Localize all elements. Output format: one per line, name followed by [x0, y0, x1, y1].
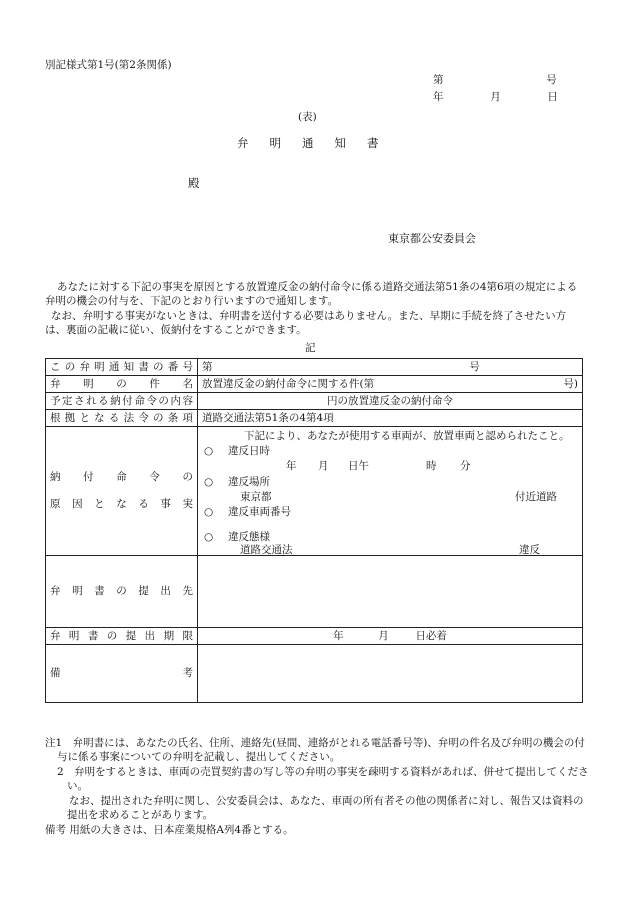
mode-prefix: 道路交通法 — [240, 544, 293, 556]
place-prefix: 東京都 — [240, 491, 272, 503]
bullet-icon: ○ — [204, 531, 214, 543]
bullet-icon: ○ — [204, 445, 214, 457]
intro-text — [45, 280, 585, 338]
order-content-value: 円の放置違反金の納付命令 — [198, 393, 583, 410]
legal-basis-value: 道路交通法第51条の4第4項 — [198, 410, 583, 427]
case-name-value — [198, 376, 583, 393]
place-label: 違反場所 — [228, 476, 270, 488]
date-year: 年 — [433, 91, 444, 103]
facts-label — [46, 427, 198, 556]
notice-number-value — [198, 359, 583, 376]
datetime-month: 月 — [318, 460, 329, 472]
table-row-legal-basis — [46, 410, 583, 427]
deadline-year: 年 — [333, 629, 344, 642]
document-number — [433, 73, 557, 87]
side-label: (表) — [298, 111, 317, 123]
submission-destination-value — [198, 556, 583, 628]
bullet-icon: ○ — [204, 476, 214, 488]
remarks-label-right: 考 — [182, 667, 193, 680]
mode-label: 違反態様 — [228, 531, 270, 543]
datetime-hour: 時 — [426, 460, 437, 472]
issuer: 東京都公安委員会 — [388, 232, 476, 245]
table-row-remarks — [46, 645, 583, 703]
datetime-year: 年 — [286, 460, 297, 472]
facts-label-line-2: 原因となる事実 — [50, 498, 193, 510]
mode-suffix: 違反 — [519, 544, 540, 556]
vehicle-label: 違反車両番号 — [228, 506, 291, 518]
facts-intro: 下記により、あなたが使用する車両が、放置車両と認められたこと。 — [244, 430, 570, 442]
note-2: 2 弁明をするときは、車両の売買契約書の写し等の弁明の事実を疎明する資料があれば、併せて提出してください。 — [57, 765, 589, 793]
case-name-suffix: 号) — [563, 377, 578, 390]
notice-table — [45, 358, 583, 703]
number-suffix: 号 — [546, 74, 557, 86]
remark: 備考 用紙の大きさは、日本産業規格A列4番とする。 — [45, 823, 294, 836]
remarks-value — [198, 645, 583, 703]
datetime-minute: 分 — [460, 460, 471, 472]
row-label: 弁明の件名 — [46, 376, 198, 393]
row-label: 根拠となる法令の条項 — [46, 410, 198, 427]
datetime-label: 違反日時 — [228, 445, 270, 457]
number-prefix: 第 — [433, 74, 444, 86]
case-name-text: 放置違反金の納付命令に関する件(第 — [202, 377, 375, 390]
page-title: 弁明通知書 — [237, 136, 400, 150]
form-reference: 別記様式第1号(第2条関係) — [45, 59, 172, 71]
table-row-case-name — [46, 376, 583, 393]
remarks-label — [46, 645, 198, 703]
note-1: 注1 弁明書には、あなたの氏名、住所、連絡先(昼間、連絡がとれる電話番号等)、弁明の件名及び弁明の機会の付与に係る事案についての弁明を記載し、提出してください。 — [45, 737, 585, 764]
deadline-day: 日必着 — [415, 629, 447, 642]
date-day: 日 — [547, 91, 558, 103]
bullet-icon: ○ — [204, 506, 214, 518]
date-month: 月 — [490, 91, 501, 103]
table-row-order-content — [46, 393, 583, 410]
row-label: この弁明通知書の番号 — [46, 359, 198, 376]
intro-paragraph-2: なお、弁明する事実がないときは、弁明書を送付する必要はありません。また、早期に手続を終了させたい方は、裏面の記載に従い、仮納付をすることができます。 — [45, 309, 567, 337]
deadline-value — [198, 628, 583, 645]
deadline-month: 月 — [378, 629, 389, 642]
table-row-facts — [46, 427, 583, 556]
datetime-day: 日午 — [348, 460, 369, 472]
table-row-notice-number — [46, 359, 583, 376]
notice-number-prefix: 第 — [202, 360, 213, 373]
remarks-label-left: 備 — [50, 667, 61, 680]
row-label: 弁明書の提出先 — [46, 556, 198, 628]
document-date — [433, 90, 558, 104]
row-label: 予定される納付命令の内容 — [46, 393, 198, 410]
facts-label-line-1: 納付命令の — [50, 470, 193, 483]
intro-paragraph-1: あなたに対する下記の事実を原因とする放置違反金の納付命令に係る道路交通法第51条の4第6項の規定による弁明の機会の付与を、下記のとおり行いますので通知します。 — [45, 281, 578, 308]
row-label: 弁明書の提出期限 — [46, 628, 198, 645]
table-row-submission-destination — [46, 556, 583, 628]
notice-number-suffix: 号 — [469, 360, 480, 373]
place-suffix: 付近道路 — [515, 491, 557, 503]
table-row-deadline — [46, 628, 583, 645]
ki-label: 記 — [305, 342, 316, 354]
notes — [45, 736, 590, 837]
note-3: なお、提出された弁明に関し、公安委員会は、あなた、車両の所有者その他の関係者に対し、報告又は資料の提出を求めることがあります。 — [67, 794, 584, 822]
addressee-suffix: 殿 — [188, 176, 200, 190]
facts-value — [198, 427, 583, 556]
